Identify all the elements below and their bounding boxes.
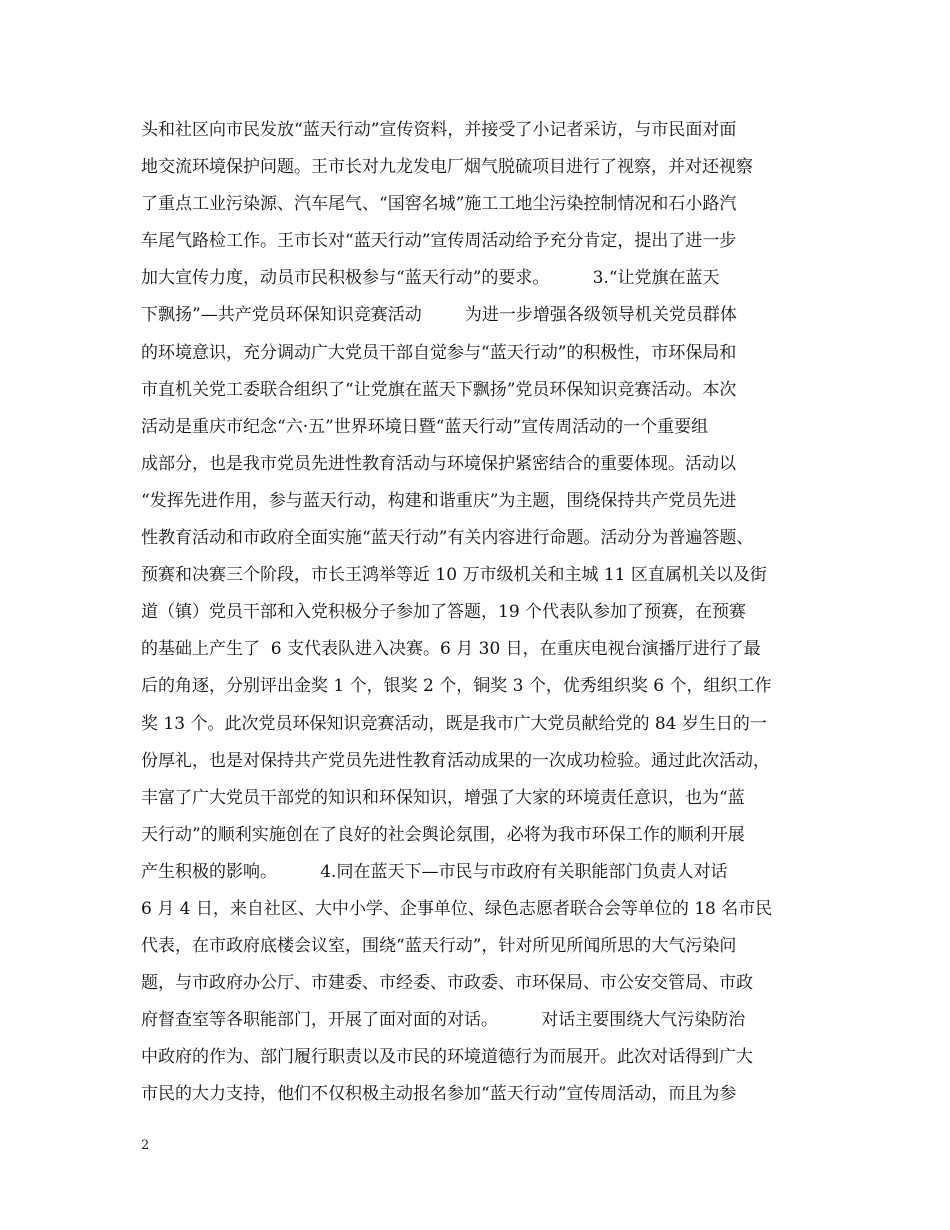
text-line: 产生积极的影响。 4.同在蓝天下—市民与市政府有关职能部门负责人对话: [141, 861, 728, 882]
text-line: 天行动”的顺利实施创在了良好的社会舆论氛围，必将为我市环保工作的顺利开展: [141, 824, 745, 845]
text-line: 成部分，也是我市党员先进性教育活动与环境保护紧密结合的重要体现。活动以: [141, 453, 736, 474]
text-line: 份厚礼，也是对保持共产党员先进性教育活动成果的一次成功检验。通过此次活动，: [141, 750, 770, 771]
text-line: 车尾气路检工作。王市长对“蓝天行动”宣传周活动给予充分肯定，提出了进一步: [141, 231, 737, 252]
text-line: 丰富了广大党员干部党的知识和环保知识，增强了大家的环境责任意识，也为“蓝: [141, 787, 745, 808]
text-line: 市民的大力支持，他们不仅积极主动报名参加“蓝天行动”宣传周活动，而且为参: [141, 1084, 737, 1105]
text-line: 活动是重庆市纪念“六·五”世界环境日暨“蓝天行动”宣传周活动的一个重要组: [141, 416, 709, 437]
text-line: 后的角逐，分别评出金奖 1 个，银奖 2 个，铜奖 3 个，优秀组织奖 6 个，组织工作: [141, 676, 772, 697]
text-line: 性教育活动和市政府全面实施“蓝天行动”有关内容进行命题。活动分为普遍答题、: [141, 528, 754, 549]
text-line: 府督查室等各职能部门，开展了面对面的对话。 对话主要围绕大气污染防治: [141, 1010, 746, 1031]
text-line: 市直机关党工委联合组织了“让党旗在蓝天下飘扬”党员环保知识竞赛活动。本次: [141, 379, 737, 400]
text-line: 下飘扬”—共产党员环保知识竞赛活动 为进一步增强各级领导机关党员群体: [141, 305, 737, 326]
text-line: 奖 13 个。此次党员环保知识竞赛活动，既是我市广大党员献给党的 84 岁生日的一: [141, 713, 767, 734]
text-line: 代表，在市政府底楼会议室，围绕“蓝天行动”，针对所见所闻所思的大气污染问: [141, 936, 737, 957]
page-number: 2: [141, 1138, 150, 1153]
text-line: 加大宣传力度，动员市民积极参与“蓝天行动”的要求。 3.“让党旗在蓝天: [141, 268, 720, 289]
text-line: “发挥先进作用，参与蓝天行动，构建和谐重庆”为主题，围绕保持共产党员先进: [141, 490, 737, 511]
text-line: 题，与市政府办公厅、市建委、市经委、市政委、市环保局、市公安交管局、市政: [141, 973, 753, 994]
text-line: 头和社区向市民发放“蓝天行动”宣传资料，并接受了小记者采访，与市民面对面: [141, 120, 737, 140]
text-line: 了重点工业污染源、汽车尾气、“国窖名城”施工工地尘污染控制情况和石小路汽: [141, 194, 737, 215]
body-text: [141, 112, 831, 1114]
text-line: 道（镇）党员干部和入党积极分子参加了答题，19 个代表队参加了预赛，在预赛: [141, 602, 747, 623]
text-line: 预赛和决赛三个阶段，市长王鸿举等近 10 万市级机关和主城 11 区直属机关以及街: [141, 565, 767, 586]
text-line: 的环境意识，充分调动广大党员干部自觉参与“蓝天行动”的积极性，市环保局和: [141, 342, 737, 363]
text-line: 地交流环境保护问题。王市长对九龙发电厂烟气脱硫项目进行了视察，并对还视察: [141, 157, 753, 178]
text-line: 中政府的作为、部门履行职责以及市民的环境道德行为而展开。此次对话得到广大: [141, 1047, 753, 1068]
text-line: 的基础上产生了 6 支代表队进入决赛。6 月 30 日，在重庆电视台演播厅进行了最: [141, 639, 761, 660]
text-line: 6 月 4 日，来自社区、大中小学、企事单位、绿色志愿者联合会等单位的 18 名市民: [141, 898, 773, 919]
